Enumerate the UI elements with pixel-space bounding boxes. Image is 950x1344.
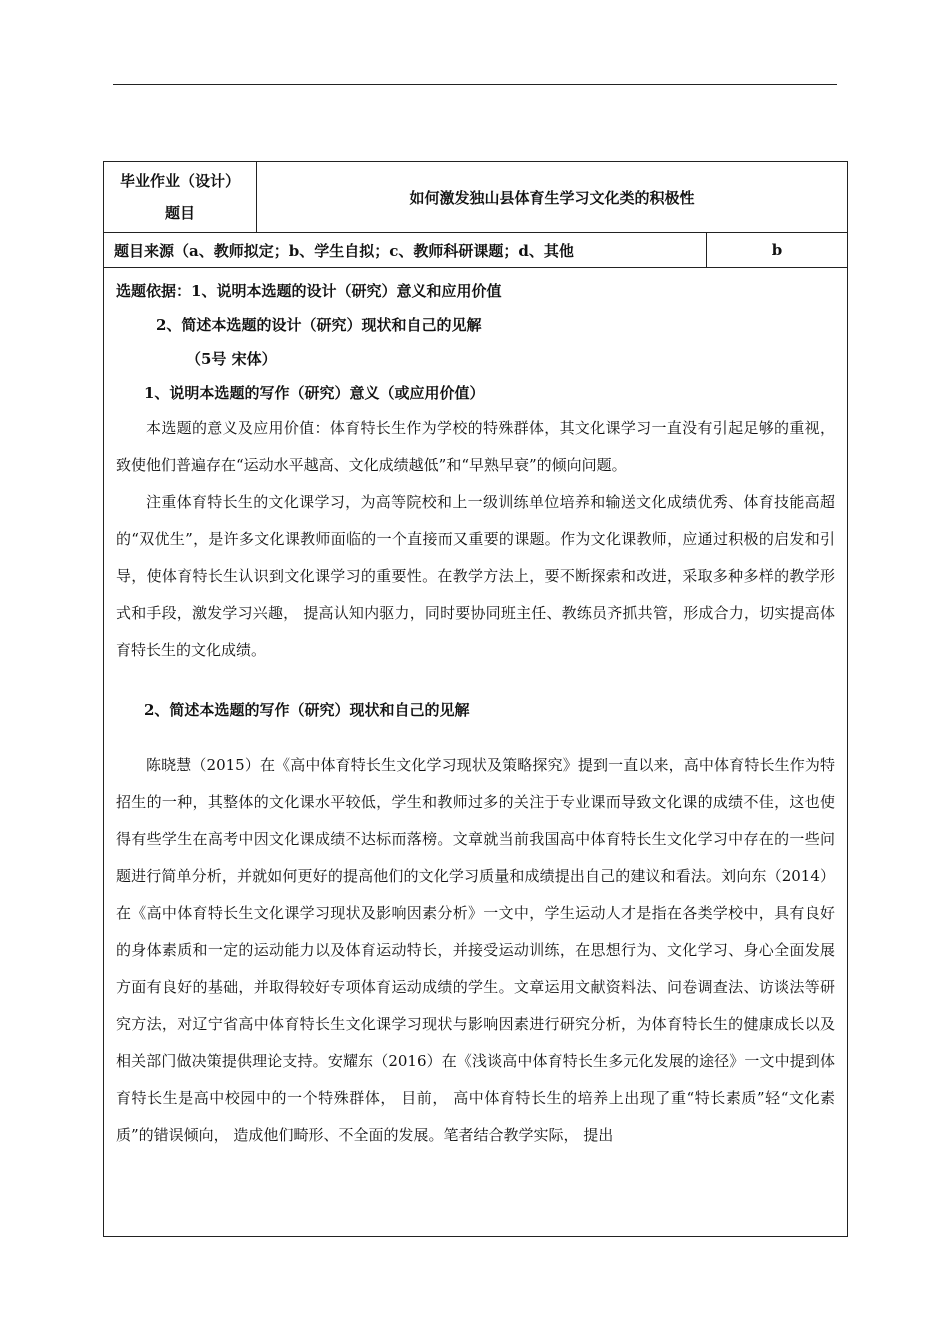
section1-heading: 1、说明本选题的写作（研究）意义（或应用价值） bbox=[144, 384, 485, 402]
thesis-title: 如何激发独山县体育生学习文化类的积极性 bbox=[409, 188, 695, 207]
title-label-line2: 题目 bbox=[164, 204, 195, 222]
basis-line-2: 2、简述本选题的设计（研究）现状和自己的见解 bbox=[156, 316, 482, 334]
basis-line-3: （5号 宋体） bbox=[186, 350, 277, 368]
section1-paragraph-1: 本选题的意义及应用价值：体育特长生作为学校的特殊群体，其文化课学习一直没有引起足够的重视，致使他们普遍存在“运动水平越高、文化成绩越低”和“早熟早衰”的倾向问题。 bbox=[116, 419, 836, 474]
topic-source-value: b bbox=[771, 241, 783, 259]
basis-line-1: 选题依据：1、说明本选题的设计（研究）意义和应用价值 bbox=[116, 282, 502, 300]
title-row bbox=[104, 162, 848, 233]
title-label-line1: 毕业作业（设计） bbox=[119, 172, 240, 190]
spacer bbox=[116, 669, 835, 693]
source-label-cell bbox=[104, 233, 707, 268]
title-label-cell bbox=[104, 162, 257, 233]
body-cell bbox=[104, 268, 848, 1237]
section2-paragraph: 陈晓慧（2015）在《高中体育特长生文化学习现状及策略探究》提到一直以来，高中体育特长生作为特招生的一种，其整体的文化课水平较低，学生和教师过多的关注于专业课而导致文化课的成绩不佳，这也使得有些学生在高考中因文化课成绩不达标而落榜。文章就当前我国高中体育特长生文化学习中存在的一些问题进行简单分析，并就如何更好的提高他们的文化学习质量和成绩提出自己的建议和看法。刘向东（2014）在《高中体育特长生文化课学习现状及影响因素分析》一文中，学生运动人才是指在各类学校中，具有良好的身体素质和一定的运动能力以及体育运动特长，并接受运动训练，在思想行为、文化学习、身心全面发展方面有良好的基础，并取得较好专项体育运动成绩的学生。文章运用文献资料法、问卷调查法、访谈法等研究方法，对辽宁省高中体育特长生文化课学习现状与影响因素进行研究分析，为体育特长生的健康成长以及相关部门做决策提供理论支持。安耀东（2016）在《浅谈高中体育特长生多元化发展的途径》一文中提到体育特长生是高中校园中的一个特殊群体， 目前， 高中体育特长生的培养上出现了重“特长素质”轻“文化素质”的错误倾向， 造成他们畸形、不全面的发展。笔者结合教学实际， 提出 bbox=[116, 756, 836, 1144]
proposal-form-table bbox=[103, 161, 848, 1237]
body-row bbox=[104, 268, 848, 1237]
spacer bbox=[116, 727, 835, 747]
source-row bbox=[104, 233, 848, 268]
body-content bbox=[116, 274, 835, 1230]
title-value-cell bbox=[257, 162, 848, 233]
section2-heading: 2、简述本选题的写作（研究）现状和自己的见解 bbox=[144, 701, 470, 719]
section1-paragraph-2: 注重体育特长生的文化课学习，为高等院校和上一级训练单位培养和输送文化成绩优秀、体育技能高超的“双优生”，是许多文化课教师面临的一个直接而又重要的课题。作为文化课教师，应通过积极的启发和引导，使体育特长生认识到文化课学习的重要性。在教学方法上，要不断探索和改进，采取多种多样的教学形式和手段，激发学习兴趣， 提高认知内驱力，同时要协同班主任、教练员齐抓共管，形成合力，切实提高体育特长生的文化成绩。 bbox=[116, 493, 836, 659]
source-value-cell bbox=[707, 233, 848, 268]
header-rule bbox=[113, 84, 837, 85]
topic-source-label: 题目来源（a、教师拟定；b、学生自拟；c、教师科研课题；d、其他 bbox=[114, 241, 574, 260]
